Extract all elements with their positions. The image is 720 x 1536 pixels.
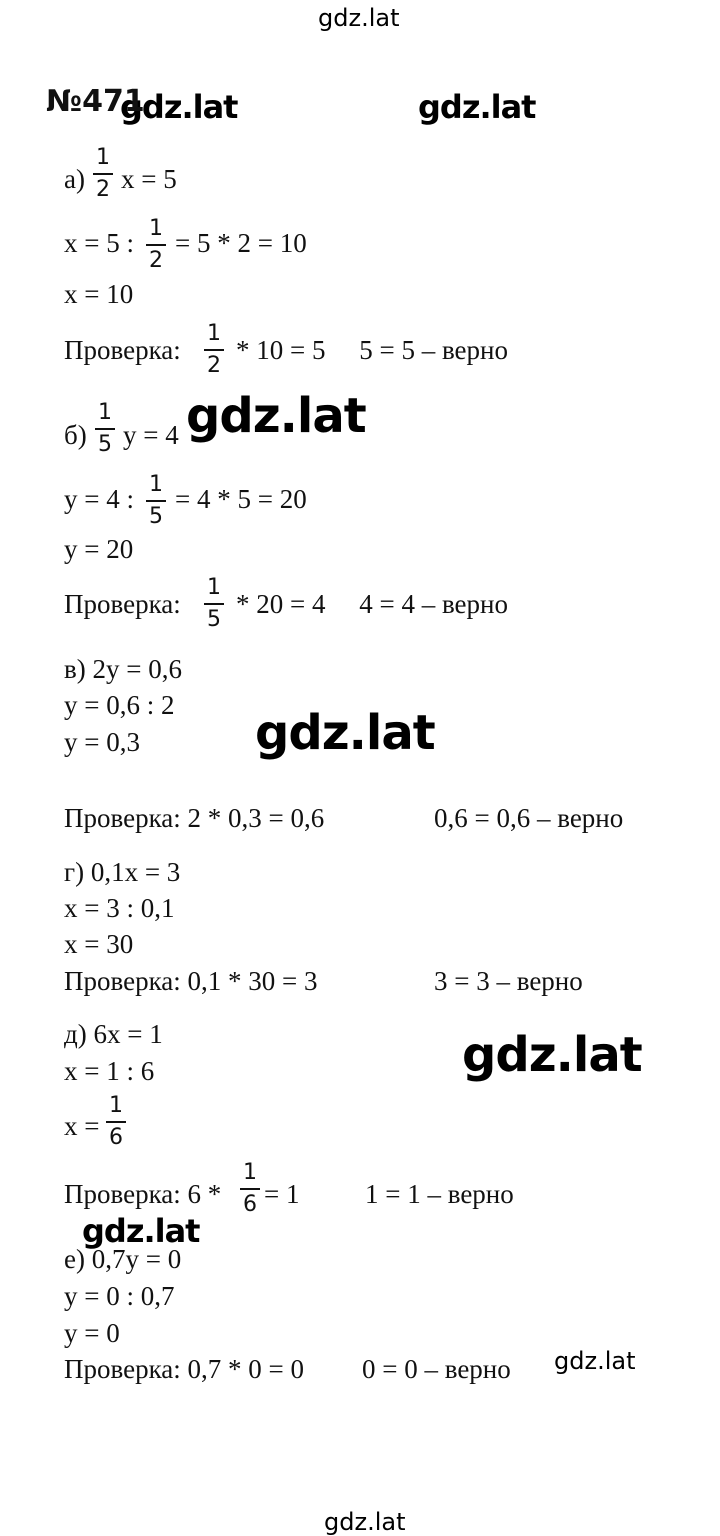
denominator: 5 [149, 504, 163, 529]
line-a3: x = 10 [64, 279, 134, 309]
fraction-bar [146, 244, 166, 246]
line-v3: y = 0,3 [64, 727, 140, 757]
line-e2: y = 0 : 0,7 [64, 1281, 175, 1311]
watermark: gdz.lat [120, 88, 238, 126]
line-b1a: б) [64, 420, 87, 450]
numerator: 1 [243, 1160, 257, 1185]
watermark: gdz.lat [462, 1027, 642, 1083]
line-v2: y = 0,6 : 2 [64, 690, 175, 720]
numerator: 1 [96, 145, 110, 170]
fraction-bar [93, 173, 113, 175]
fraction-bar [146, 500, 166, 502]
line-b4b: * 20 = 4 4 = 4 – верно [236, 589, 508, 619]
fraction-one-fifth [204, 576, 224, 632]
line-d3: x = [64, 1111, 100, 1141]
line-e4b: 0 = 0 – верно [362, 1354, 511, 1384]
line-e4a: Проверка: 0,7 * 0 = 0 [64, 1354, 304, 1384]
numerator: 1 [109, 1093, 123, 1118]
task-number: №471 [46, 84, 145, 119]
fraction-one-sixth [240, 1161, 260, 1217]
line-v4b: 0,6 = 0,6 – верно [434, 803, 624, 833]
fraction-bar [204, 603, 224, 605]
denominator: 6 [243, 1192, 257, 1217]
denominator: 6 [109, 1125, 123, 1150]
line-d4c: 1 = 1 – верно [365, 1179, 514, 1209]
fraction-one-half [93, 146, 113, 202]
watermark-top: gdz.lat [318, 4, 400, 32]
watermark: gdz.lat [255, 705, 435, 761]
numerator: 1 [149, 472, 163, 497]
numerator: 1 [98, 400, 112, 425]
numerator: 1 [149, 216, 163, 241]
line-g1: г) 0,1x = 3 [64, 857, 181, 887]
watermark: gdz.lat [186, 388, 366, 444]
line-a1b: x = 5 [121, 164, 177, 194]
line-b3: y = 20 [64, 534, 134, 564]
fraction-one-fifth [95, 401, 115, 457]
fraction-bar [95, 428, 115, 430]
line-g3: x = 30 [64, 929, 134, 959]
fraction-bar [204, 349, 224, 351]
denominator: 5 [207, 607, 221, 632]
line-g4a: Проверка: 0,1 * 30 = 3 [64, 966, 318, 996]
denominator: 2 [207, 353, 221, 378]
line-a2b: = 5 * 2 = 10 [175, 228, 307, 258]
line-v1: в) 2y = 0,6 [64, 654, 182, 684]
watermark: gdz.lat [82, 1212, 200, 1250]
fraction-one-half [204, 322, 224, 378]
numerator: 1 [207, 321, 221, 346]
line-d4b: = 1 [264, 1179, 300, 1209]
line-d2: x = 1 : 6 [64, 1056, 155, 1086]
watermark: gdz.lat [554, 1347, 636, 1375]
line-a2a: x = 5 : [64, 228, 134, 258]
line-b2b: = 4 * 5 = 20 [175, 484, 307, 514]
watermark-bottom: gdz.lat [324, 1508, 406, 1536]
line-b4a: Проверка: [64, 589, 181, 619]
fraction-one-fifth [146, 473, 166, 529]
denominator: 5 [98, 432, 112, 457]
line-a4a: Проверка: [64, 335, 181, 365]
fraction-bar [106, 1121, 126, 1123]
line-b2a: y = 4 : [64, 484, 134, 514]
line-g4b: 3 = 3 – верно [434, 966, 583, 996]
numerator: 1 [207, 575, 221, 600]
line-a1a: а) [64, 164, 85, 194]
denominator: 2 [149, 248, 163, 273]
denominator: 2 [96, 177, 110, 202]
watermark: gdz.lat [418, 88, 536, 126]
line-d1: д) 6x = 1 [64, 1019, 163, 1049]
fraction-one-sixth [106, 1094, 126, 1150]
line-g2: x = 3 : 0,1 [64, 893, 175, 923]
line-b1b: y = 4 [123, 420, 179, 450]
line-d4a: Проверка: 6 * [64, 1179, 222, 1209]
fraction-one-half [146, 217, 166, 273]
fraction-bar [240, 1188, 260, 1190]
line-e1: е) 0,7y = 0 [64, 1244, 182, 1274]
line-v4a: Проверка: 2 * 0,3 = 0,6 [64, 803, 325, 833]
line-a4b: * 10 = 5 5 = 5 – верно [236, 335, 508, 365]
line-e3: y = 0 [64, 1318, 120, 1348]
